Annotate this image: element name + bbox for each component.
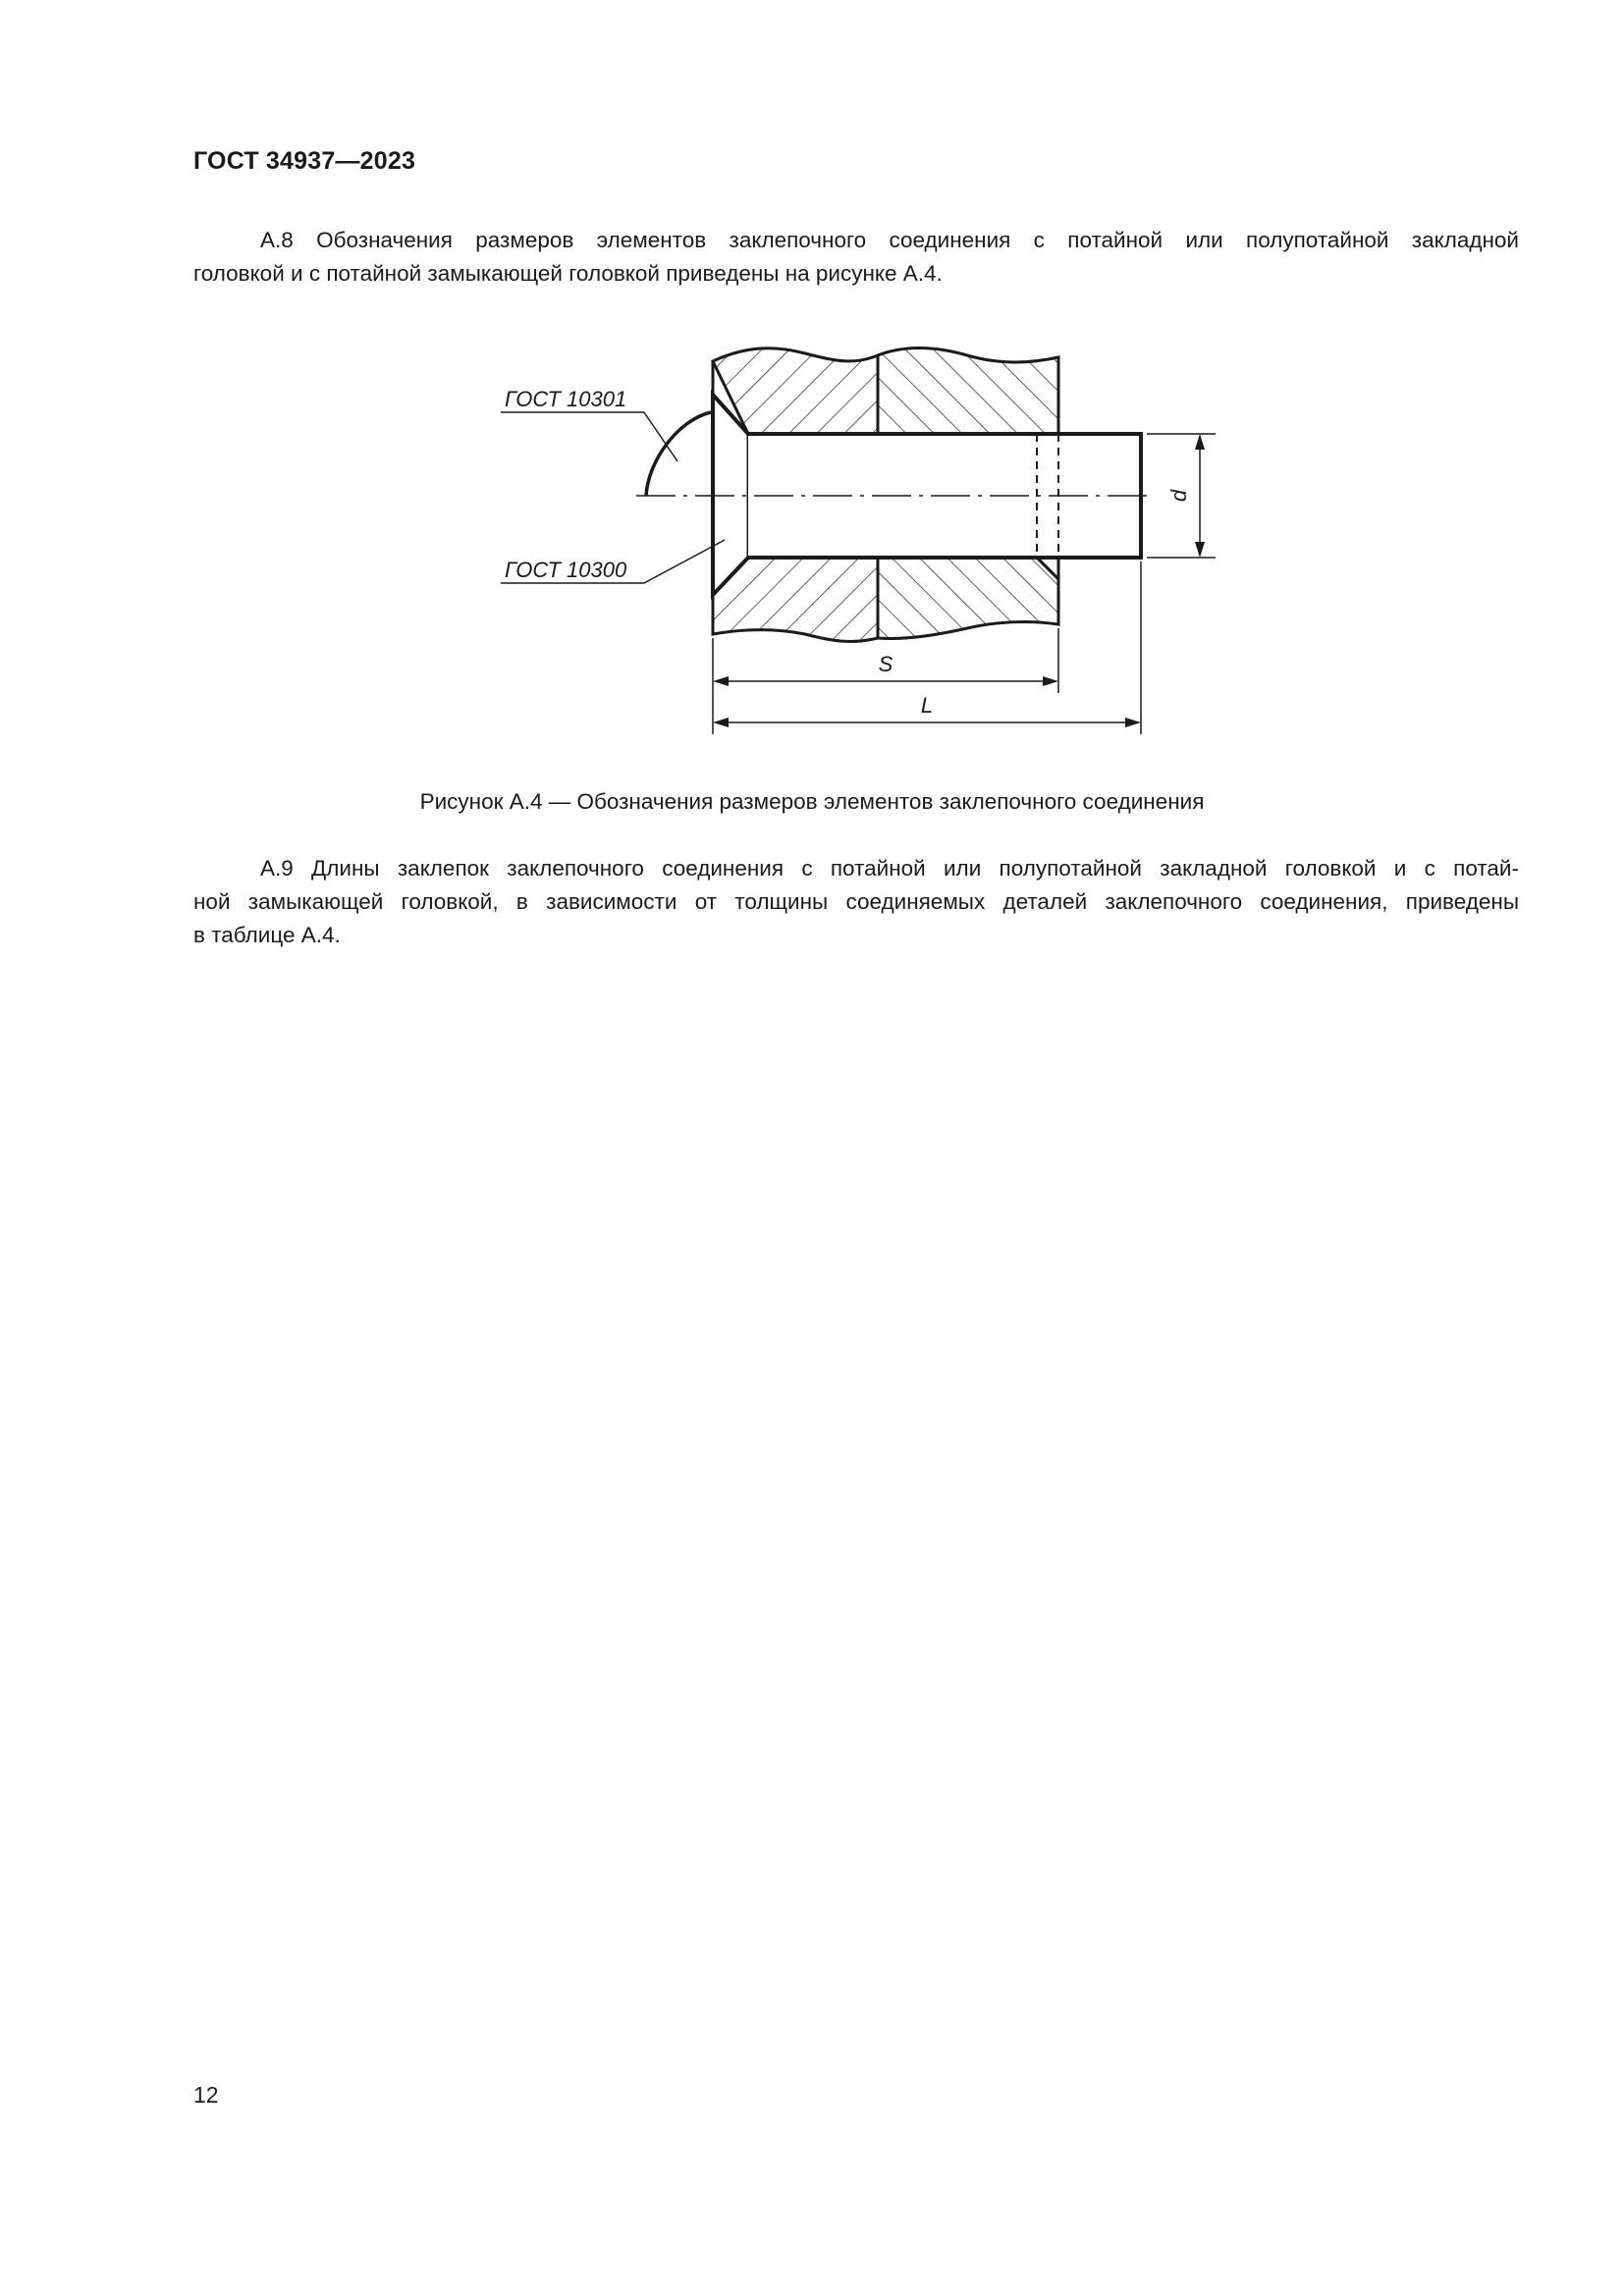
rivet-joint-figure — [0, 0, 1624, 805]
upper-right-plate — [878, 348, 1058, 435]
page-number: 12 — [193, 2082, 219, 2108]
label-gost-10301: ГОСТ 10301 — [505, 387, 627, 411]
document-header: ГОСТ 34937—2023 — [193, 147, 416, 175]
label-gost-10300: ГОСТ 10300 — [505, 558, 627, 582]
label-dim-l: L — [920, 693, 934, 718]
label-dim-s: S — [878, 652, 893, 676]
label-dim-d: d — [1166, 489, 1191, 503]
paragraph-line: А.8 Обозначения размеров элементов заклепочного соединения с потайной или полупотайной закладной — [260, 228, 1519, 252]
paragraph-line: А.9 Длины заклепок заклепочного соединения с потайной или полупотайной закладной головкой и с потай- — [260, 856, 1519, 881]
paragraph-line: головкой и с потайной замыкающей головкой приведены на рисунке А.4. — [193, 261, 943, 286]
paragraph-line: в таблице А.4. — [193, 923, 341, 947]
lower-right-plate — [878, 558, 1058, 639]
figure-caption: Рисунок А.4 — Обозначения размеров элементов заклепочного соединения — [419, 789, 1205, 814]
paragraph-a9 — [193, 852, 1519, 952]
alt-round-head — [646, 412, 711, 496]
paragraph-line: ной замыкающей головкой, в зависимости от толщины соединяемых деталей заклепочного соединения, приведены — [193, 889, 1519, 914]
leader-gost-top — [501, 412, 677, 461]
